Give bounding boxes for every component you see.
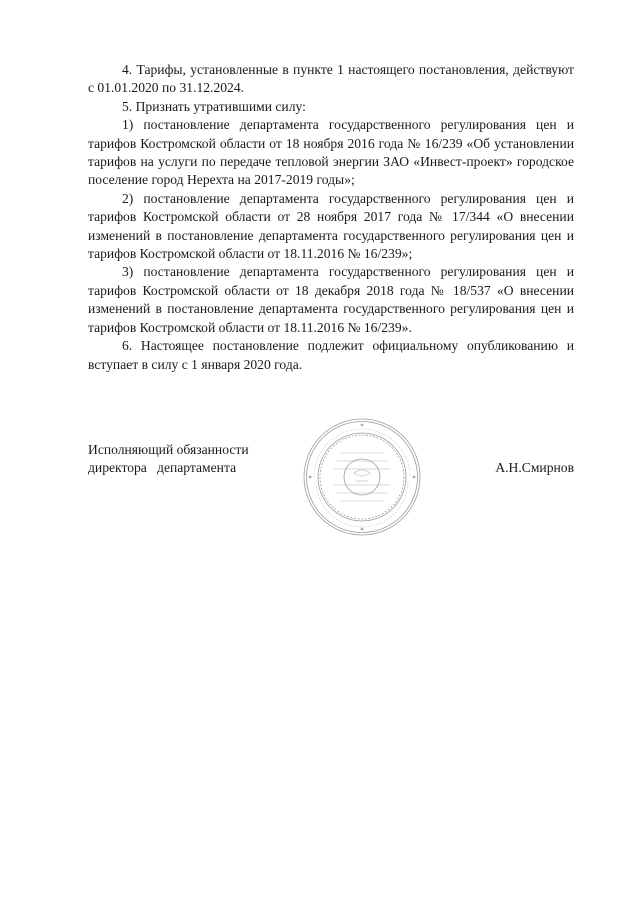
- signatory-name: А.Н.Смирнов: [495, 460, 574, 475]
- signatory-position-line-2: директора департамента: [88, 460, 237, 476]
- paragraph-subitem-2: 2) постановление департамента государственного регулирования цен и тарифов Костромской области от 28 ноября 2017 года № 17/344 «О внесении изменений в постановление департамента государственного регулирования цен и тарифов Костромской области от 18.11.2016 № 16/239»;: [88, 190, 574, 262]
- signatory-position-line-1: Исполняющий обязанности: [88, 442, 249, 457]
- paragraph-item-5: 5. Признать утратившими силу:: [122, 98, 306, 114]
- paragraph-subitem-1: 1) постановление департамента государственного регулирования цен и тарифов Костромской области от 18 ноября 2016 года № 16/239 «Об установлении тарифов на услуги по передаче тепловой энергии ЗАО «Инвест-проект» городское поселение город Нерехта на 2017-2019 годы»;: [88, 117, 574, 188]
- paragraph-item-6: 6. Настоящее постановление подлежит официальному опубликованию и вступает в силу с 1 января 2020 года.: [88, 338, 574, 372]
- document-body: [88, 61, 574, 374]
- signatory-position: [88, 441, 308, 478]
- paragraph-subitem-3: 3) постановление департамента государственного регулирования цен и тарифов Костромской области от 18 декабря 2018 года № 18/537 «О внесении изменений в постановление департамента государственного регулирования цен и тарифов Костромской области от 18.11.2016 № 16/239».: [88, 264, 574, 335]
- signature-block: [88, 441, 574, 561]
- paragraph-item-4: 4. Тарифы, установленные в пункте 1 настоящего постановления, действуют с 01.01.2020 по 31.12.2024.: [88, 62, 574, 96]
- official-seal-stamp: [300, 415, 424, 539]
